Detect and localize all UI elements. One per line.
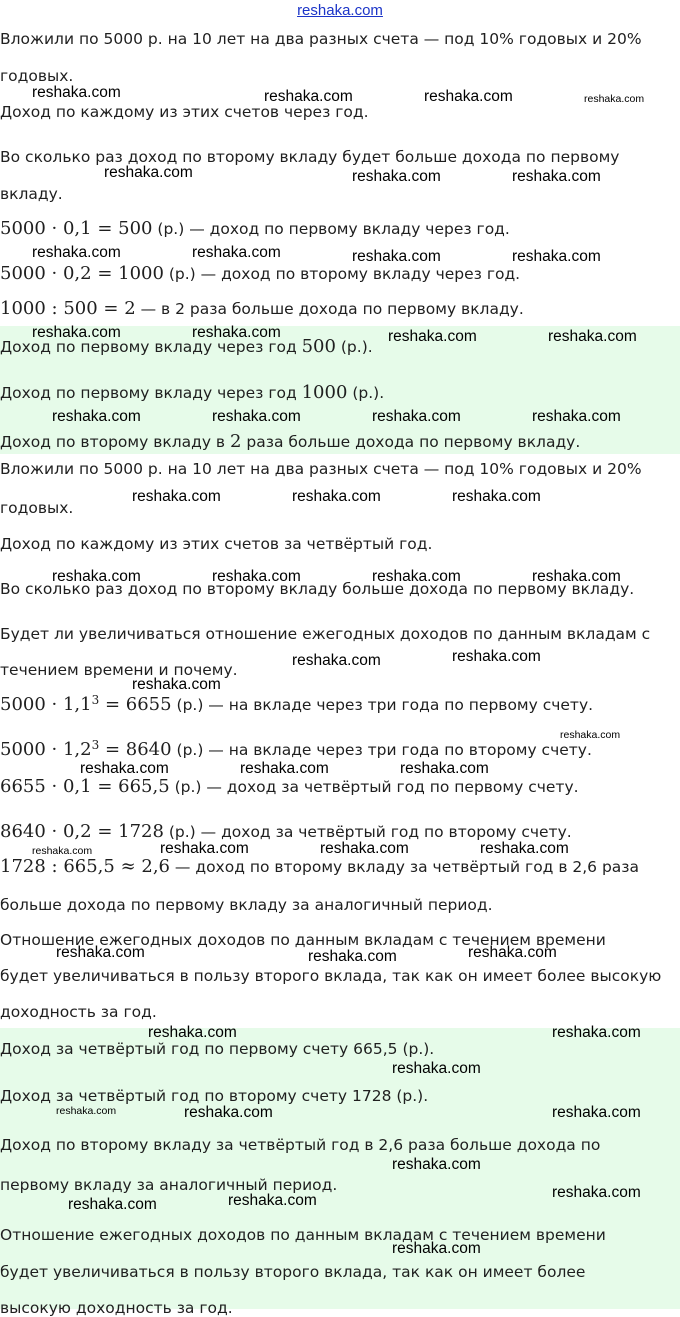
explanation: (р.) — доход по первому вкладу через год. <box>152 220 510 238</box>
answer-text: Доход по первому вкладу через год <box>0 384 302 402</box>
explanation: (р.) — доход за четвёртый год по первому счету. <box>169 778 579 796</box>
task2-reason-line-2: будет увеличиваться в пользу второго вклада, так как он имеет более высокую <box>0 967 662 985</box>
explanation: (р.) — на вкладе через три года по первому счету. <box>171 696 594 714</box>
task1-find: Доход по каждому из этих счетов через год. <box>0 103 369 121</box>
watermark: reshaka.com <box>192 324 281 341</box>
answer-value: 500 <box>301 336 336 357</box>
formula: 5000 · 0,1 = 500 <box>0 218 153 239</box>
watermark: reshaka.com <box>532 568 621 585</box>
watermark: reshaka.com <box>372 408 461 425</box>
task2-solution-step-3 <box>0 776 579 797</box>
watermark: reshaka.com <box>372 568 461 585</box>
watermark: reshaka.com <box>228 1192 317 1209</box>
watermark: reshaka.com <box>80 760 169 777</box>
task2-solution-step-2 <box>0 739 592 760</box>
task1-solution-step-2 <box>0 263 520 284</box>
answer-unit: (р.). <box>335 338 373 356</box>
formula: 5000 · 0,2 = 1000 <box>0 263 164 284</box>
watermark: reshaka.com <box>468 944 557 961</box>
watermark: reshaka.com <box>480 840 569 857</box>
task2-solution-step-4 <box>0 821 572 842</box>
watermark: reshaka.com <box>264 88 353 105</box>
watermark: reshaka.com <box>352 168 441 185</box>
task2-question2-line-1: Будет ли увеличиваться отношение ежегодных доходов по данным вкладам с <box>0 625 651 643</box>
formula: 6655 · 0,1 = 665,5 <box>0 776 170 797</box>
task2-solution-step-5 <box>0 856 639 877</box>
watermark: reshaka.com <box>400 760 489 777</box>
explanation: (р.) — доход по второму вкладу через год. <box>163 265 521 283</box>
task1-answer-2 <box>0 382 384 403</box>
watermark: reshaka.com <box>452 488 541 505</box>
task2-condition-line-1: Вложили по 5000 р. на 10 лет на два разных счета — под 10% годовых и 20% <box>0 460 642 478</box>
task2-condition-line-2: годовых. <box>0 499 74 517</box>
task2-answer-1: Доход за четвёртый год по первому счету 665,5 (р.). <box>0 1040 435 1058</box>
watermark: reshaka.com <box>552 1104 641 1121</box>
task1-question-line-2: вкладу. <box>0 185 63 203</box>
task2-answer-7: высокую доходность за год. <box>0 1299 233 1317</box>
watermark: reshaka.com <box>132 488 221 505</box>
watermark: reshaka.com <box>32 244 121 261</box>
watermark: reshaka.com <box>512 168 601 185</box>
watermark: reshaka.com <box>56 1105 117 1117</box>
watermark: reshaka.com <box>292 652 381 669</box>
watermark: reshaka.com <box>552 1024 641 1041</box>
watermark: reshaka.com <box>32 84 121 101</box>
watermark: reshaka.com <box>212 568 301 585</box>
watermark: reshaka.com <box>320 840 409 857</box>
site-link[interactable]: reshaka.com <box>297 2 383 19</box>
watermark: reshaka.com <box>192 244 281 261</box>
task2-solution-step-5-cont: больше дохода по первому вкладу за аналогичный период. <box>0 896 493 914</box>
answer-text: Доход по второму вкладу в <box>0 433 230 451</box>
watermark: reshaka.com <box>212 408 301 425</box>
answer-value: 1000 <box>301 382 348 403</box>
task2-question2-line-2: течением времени и почему. <box>0 661 238 679</box>
watermark: reshaka.com <box>352 248 441 265</box>
watermark: reshaka.com <box>452 648 541 665</box>
watermark: reshaka.com <box>388 328 477 345</box>
explanation: — в 2 раза больше дохода по первому вкладу. <box>135 300 524 318</box>
answer-text: Доход по первому вкладу через год <box>0 338 302 356</box>
watermark: reshaka.com <box>52 408 141 425</box>
watermark: reshaka.com <box>548 328 637 345</box>
watermark: reshaka.com <box>392 1060 481 1077</box>
task2-reason-line-1: Отношение ежегодных доходов по данным вкладам с течением времени <box>0 931 606 949</box>
watermark: reshaka.com <box>308 948 397 965</box>
task1-question-line-1: Во сколько раз доход по второму вкладу будет больше дохода по первому <box>0 148 620 166</box>
task2-find: Доход по каждому из этих счетов за четвёртый год. <box>0 535 433 553</box>
watermark: reshaka.com <box>104 164 193 181</box>
watermark: reshaka.com <box>32 324 121 341</box>
watermark: reshaka.com <box>392 1240 481 1257</box>
exponent: 3 <box>91 737 100 752</box>
watermark: reshaka.com <box>240 760 329 777</box>
exponent: 3 <box>91 692 100 707</box>
formula: 8640 · 0,2 = 1728 <box>0 821 164 842</box>
watermark: reshaka.com <box>584 93 645 105</box>
task2-solution-step-1 <box>0 694 593 715</box>
answer-value: 2 <box>229 431 242 452</box>
watermark: reshaka.com <box>184 1104 273 1121</box>
task2-question: Во сколько раз доход по второму вкладу больше дохода по первому вкладу. <box>0 580 635 598</box>
watermark: reshaka.com <box>148 1024 237 1041</box>
explanation: — доход по второму вкладу за четвёртый год в 2,6 раза <box>170 858 640 876</box>
watermark: reshaka.com <box>68 1196 157 1213</box>
task2-answer-3: Доход по второму вкладу за четвёртый год в 2,6 раза больше дохода по <box>0 1136 601 1154</box>
task1-answer-3 <box>0 431 580 452</box>
watermark: reshaka.com <box>512 248 601 265</box>
task2-answer-5: Отношение ежегодных доходов по данным вкладам с течением времени <box>0 1226 606 1244</box>
watermark: reshaka.com <box>132 676 221 693</box>
task1-condition-line-2: годовых. <box>0 67 74 85</box>
formula: 1000 : 500 = 2 <box>0 298 136 319</box>
formula-result: = 6655 <box>99 694 172 715</box>
task1-solution-step-3 <box>0 298 524 319</box>
explanation: (р.) — доход за четвёртый год по второму счету. <box>163 823 572 841</box>
task2-answer-6: будет увеличиваться в пользу второго вклада, так как он имеет более <box>0 1263 586 1281</box>
watermark: reshaka.com <box>56 944 145 961</box>
watermark: reshaka.com <box>32 845 93 857</box>
formula: 5000 · 1,1 <box>0 694 92 715</box>
watermark: reshaka.com <box>52 568 141 585</box>
formula: 1728 : 665,5 ≈ 2,6 <box>0 856 170 877</box>
watermark: reshaka.com <box>424 88 513 105</box>
task1-solution-step-1 <box>0 218 510 239</box>
task2-reason-line-3: доходность за год. <box>0 1003 157 1021</box>
answer-unit: раза больше дохода по первому вкладу. <box>241 433 581 451</box>
watermark: reshaka.com <box>532 408 621 425</box>
watermark: reshaka.com <box>392 1156 481 1173</box>
formula: 5000 · 1,2 <box>0 739 92 760</box>
task1-condition-line-1: Вложили по 5000 р. на 10 лет на два разных счета — под 10% годовых и 20% <box>0 30 642 48</box>
task2-answer-2: Доход за четвёртый год по второму счету 1728 (р.). <box>0 1087 429 1105</box>
answer-unit: (р.). <box>347 384 385 402</box>
watermark: reshaka.com <box>552 1184 641 1201</box>
watermark: reshaka.com <box>160 840 249 857</box>
explanation: (р.) — на вкладе через три года по второму счету. <box>171 741 592 759</box>
watermark: reshaka.com <box>292 488 381 505</box>
formula-result: = 8640 <box>99 739 172 760</box>
watermark: reshaka.com <box>560 729 621 741</box>
task2-answer-4: первому вкладу за аналогичный период. <box>0 1176 338 1194</box>
